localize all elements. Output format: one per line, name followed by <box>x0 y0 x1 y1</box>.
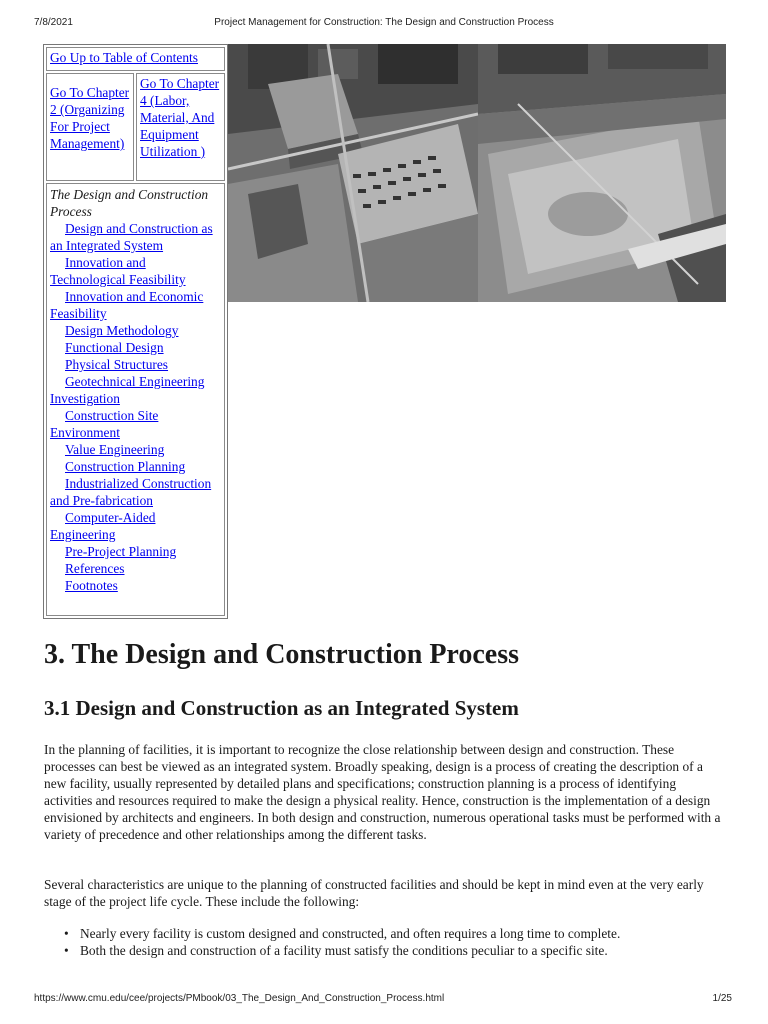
paragraph-1: In the planning of facilities, it is important to recognize the close relationship between design and construction. These processes can best be viewed as an integrated system. Broadly speaking, design is a process of creating the description of a new facility, usually represented by detailed plans and specifications; construction planning is a process of identifying activities and resources required to make the design a physical reality. Hence, construction is the implementation of a design envisioned by architects and engineers. In both design and construction, numerous operational tasks must be performed with a variety of precedence and other relationships among the different tasks. <box>44 742 721 842</box>
toc-link-economic-feasibility[interactable]: Innovation and Economic Feasibility <box>50 289 204 321</box>
up-to-contents-link[interactable]: Go Up to Table of Contents <box>50 50 198 65</box>
chapter-2-link[interactable]: Go To Chapter 2 (Organizing For Project Management) <box>50 85 130 151</box>
print-title: Project Management for Construction: The Design and Construction Process <box>214 17 554 28</box>
chapter-toc <box>46 183 225 616</box>
section-heading: 3.1 Design and Construction as an Integrated System <box>44 696 519 720</box>
toc-link-design-methodology[interactable]: Design Methodology <box>65 323 179 338</box>
toc-link-integrated-system[interactable]: Design and Construction as an Integrated System <box>50 221 213 253</box>
toc-link-physical-structures[interactable]: Physical Structures <box>65 357 169 372</box>
chapter-heading: 3. The Design and Construction Process <box>44 639 520 670</box>
toc-link-functional-design[interactable]: Functional Design <box>65 340 164 355</box>
toc-title: The Design and Construction Process <box>50 187 209 219</box>
nav-cell-chapter2 <box>46 73 134 181</box>
toc-link-references[interactable]: References <box>65 561 125 576</box>
toc-link-footnotes[interactable]: Footnotes <box>65 578 118 593</box>
list-item: • Both the design and construction of a facility must satisfy the conditions peculiar to a specific site. <box>64 943 608 958</box>
toc-link-construction-planning[interactable]: Construction Planning <box>65 459 186 474</box>
characteristics-list <box>44 925 734 959</box>
print-date: 7/8/2021 <box>34 17 73 28</box>
toc-link-industrialized-construction[interactable]: Industrialized Construction and Pre-fabrication <box>50 476 212 508</box>
nav-cell-chapter4 <box>136 73 225 181</box>
paragraph-2: Several characteristics are unique to the planning of constructed facilities and should be kept in mind even at the very early stage of the project life cycle. These include the following: <box>44 877 704 909</box>
list-item: • Nearly every facility is custom designed and constructed, and often requires a long time to complete. <box>64 926 621 941</box>
page-number: 1/25 <box>712 993 732 1004</box>
chapter-4-link[interactable]: Go To Chapter 4 (Labor, Material, And Equipment Utilization ) <box>140 76 220 159</box>
toc-link-geotechnical-investigation[interactable]: Geotechnical Engineering Investigation <box>50 374 205 406</box>
aerial-photo-before-construction <box>228 44 478 302</box>
toc-link-construction-site-environment[interactable]: Construction Site Environment <box>50 408 159 440</box>
toc-link-computer-aided-engineering[interactable]: Computer-Aided Engineering <box>50 510 156 542</box>
navigation-table <box>43 44 228 619</box>
toc-link-technological-feasibility[interactable]: Innovation and Technological Feasibility <box>50 255 186 287</box>
nav-cell-up <box>46 47 225 71</box>
print-url: https://www.cmu.edu/cee/projects/PMbook/03_The_Design_And_Construction_Process.html <box>34 993 445 1004</box>
toc-link-value-engineering[interactable]: Value Engineering <box>65 442 165 457</box>
toc-link-pre-project-planning[interactable]: Pre-Project Planning <box>65 544 177 559</box>
aerial-photo-excavation <box>478 44 726 302</box>
